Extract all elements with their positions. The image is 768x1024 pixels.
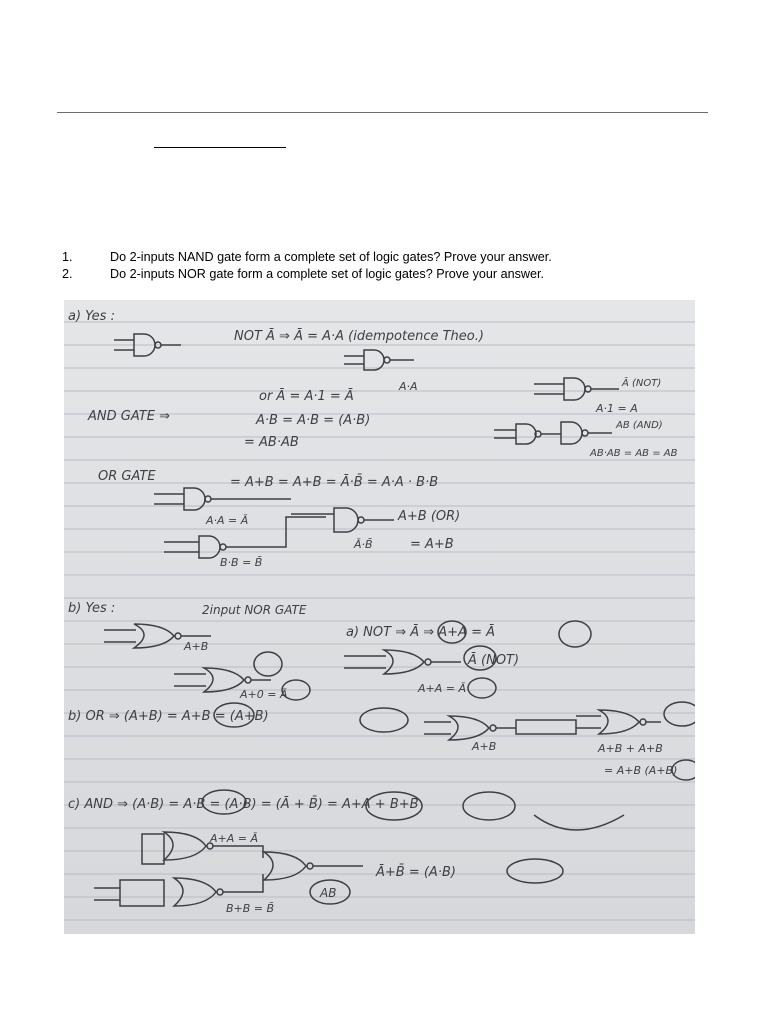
not-line: a) NOT ⇒ Ā ⇒ A+A = Ā: [346, 625, 496, 640]
b-or: b) OR ⇒ (A+B) = A+B = (A+B): [68, 709, 269, 724]
and-eq1: A·B = A·B = (A·B): [256, 413, 371, 428]
aa: A·A = Ā: [206, 514, 249, 527]
ab-circle: AB: [320, 886, 337, 900]
and-out2: AB·AB = AB = AB: [590, 448, 678, 459]
or-tail2: A+B + A+B: [598, 742, 663, 755]
gate-sketches: [94, 334, 695, 906]
question-text: Do 2-inputs NOR gate form a complete set of logic gates? Prove your answer.: [110, 267, 544, 281]
or-tail: A+B: [472, 740, 497, 753]
or-line: or Ā = A·1 = Ā: [259, 389, 354, 404]
b-plus-b: B+B = B̄: [226, 902, 275, 915]
handwritten-answer-photo: [64, 300, 695, 934]
not-label: Ā (NOT): [468, 653, 520, 668]
question-number: 2.: [62, 267, 73, 281]
and-label: AND GATE ⇒: [88, 409, 170, 424]
not-line: NOT Ā ⇒ Ā = A·A (idempotence Theo.): [234, 329, 484, 344]
or-tail3: = A+B (A+B): [604, 764, 678, 777]
question-2: [62, 266, 702, 283]
not-gate-out: Ā (NOT): [622, 378, 662, 389]
part-b-heading: b) Yes :: [68, 601, 116, 616]
a-plus-b-or: A+B (OR): [398, 509, 461, 524]
question-number: 1.: [62, 250, 73, 264]
ab-bar: Ā·B̄: [354, 538, 373, 551]
or-label: OR GATE: [98, 469, 156, 484]
handwritten-text: [68, 309, 678, 915]
not-out: A·A: [399, 380, 418, 393]
part-a-heading: a) Yes :: [68, 309, 115, 324]
and-out: AB (AND): [616, 420, 663, 431]
and-line: c) AND ⇒ (A·B) = A·B = (A·B) = (Ā + B̄) = A+A + B+B: [68, 797, 419, 812]
bb: B·B = B̄: [220, 556, 263, 569]
header-rule: [57, 112, 708, 113]
a-plus-a: A+A = Ā: [210, 832, 259, 845]
question-list: [62, 249, 702, 283]
question-1: [62, 249, 702, 266]
and-eq2: = AB·AB: [244, 435, 299, 450]
or-eq: = A+B = A+B = Ā·B̄ = A·A · B·B: [230, 475, 439, 490]
and-result: Ā+B̄ = (A·B): [376, 865, 456, 880]
question-text: Do 2-inputs NAND gate form a complete set of logic gates? Prove your answer.: [110, 250, 552, 264]
a-plus-0: A+0 = Ā: [240, 688, 288, 701]
handwritten-notes: [64, 300, 695, 934]
a-plus-a: A+A = Ā: [418, 682, 467, 695]
eq-a-plus-b: = A+B: [410, 537, 454, 552]
a-plus-b: A+B: [184, 640, 209, 653]
part-b-subheading: 2input NOR GATE: [202, 603, 307, 617]
a-dot-1: A·1 = A: [596, 402, 638, 415]
name-underline: [154, 147, 286, 148]
